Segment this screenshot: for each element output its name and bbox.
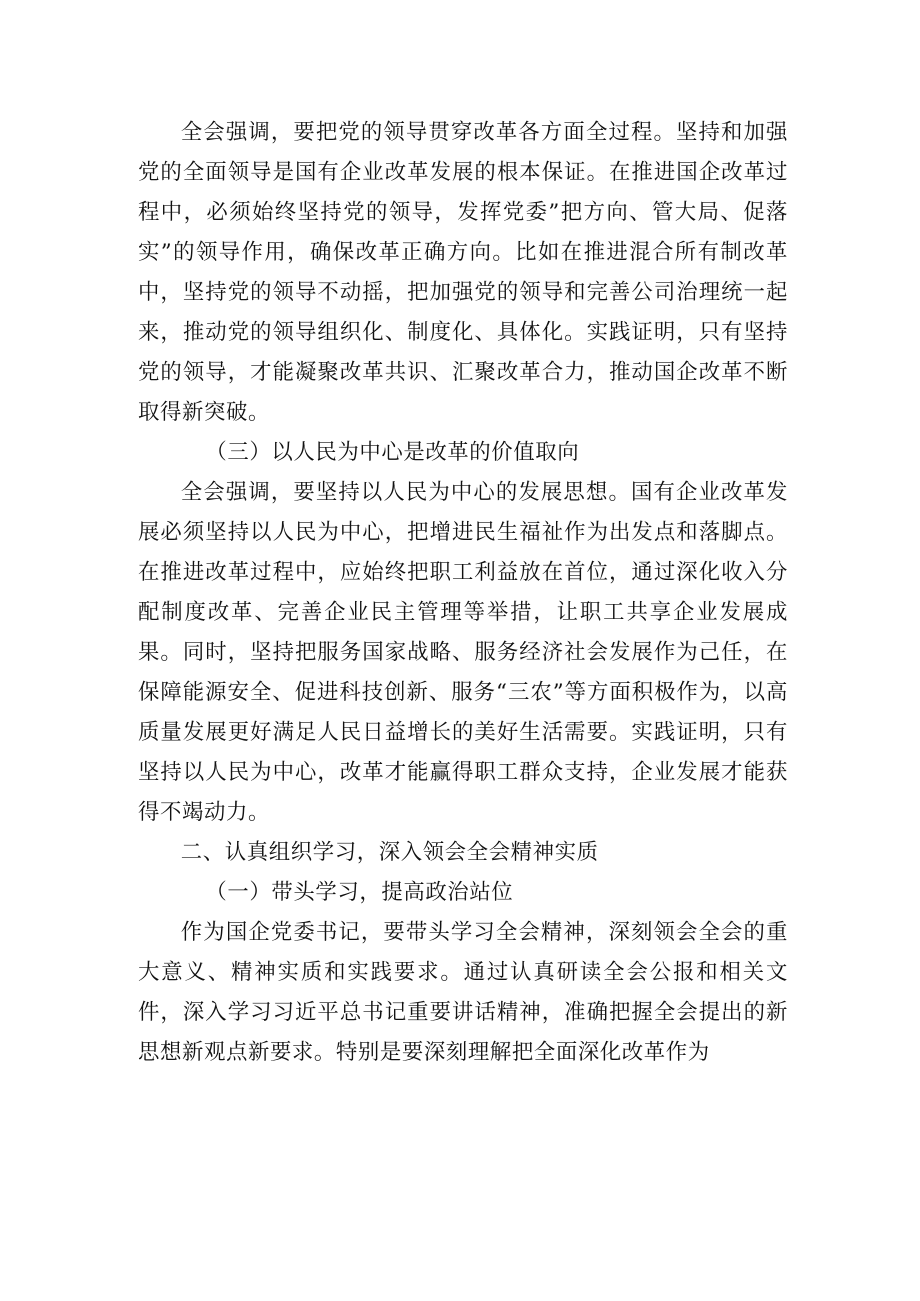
body-paragraph: 全会强调，要坚持以人民为中心的发展思想。国有企业改革发展必须坚持以人民为中心，把增进民生福祉作为出发点和落脚点。在推进改革过程中，应始终把职工利益放在首位，通过深化收入分配制度改革、完善企业民主管理等举措，让职工共享企业发展成果。同时，坚持把服务国家战略、服务经济社会发展作为己任，在保障能源安全、促进科技创新、服务“三农”等方面积极作为，以高质量发展更好满足人民日益增长的美好生活需要。实践证明，只有坚持以人民为中心，改革才能赢得职工群众支持，企业发展才能获得不竭动力。 (138, 480, 788, 825)
body-paragraph: 作为国企党委书记，要带头学习全会精神，深刻领会全会的重大意义、精神实质和实践要求。通过认真研读全会公报和相关文件，深入学习习近平总书记重要讲话精神，准确把握全会提出的新思想新观点新要求。特别是要深刻理解把全面深化改革作为 (138, 920, 788, 1065)
body-paragraph: 全会强调，要把党的领导贯穿改革各方面全过程。坚持和加强党的全面领导是国有企业改革发展的根本保证。在推进国企改革过程中，必须始终坚持党的领导，发挥党委”把方向、管大局、促落实”的领导作用，确保改革正确方向。比如在推进混合所有制改革中，坚持党的领导不动摇，把加强党的领导和完善公司治理统一起来，推动党的领导组织化、制度化、具体化。实践证明，只有坚持党的领导，才能凝聚改革共识、汇聚改革合力，推动国企改革不断取得新突破。 (138, 120, 788, 425)
document-page (138, 113, 788, 1073)
chapter-heading-2: 二、认真组织学习，深入领会全会精神实质 (180, 840, 599, 865)
section-heading-3: （三）以人民为中心是改革的价值取向 (205, 440, 580, 465)
section-heading-1: （一）带头学习，提高政治站位 (205, 880, 514, 905)
